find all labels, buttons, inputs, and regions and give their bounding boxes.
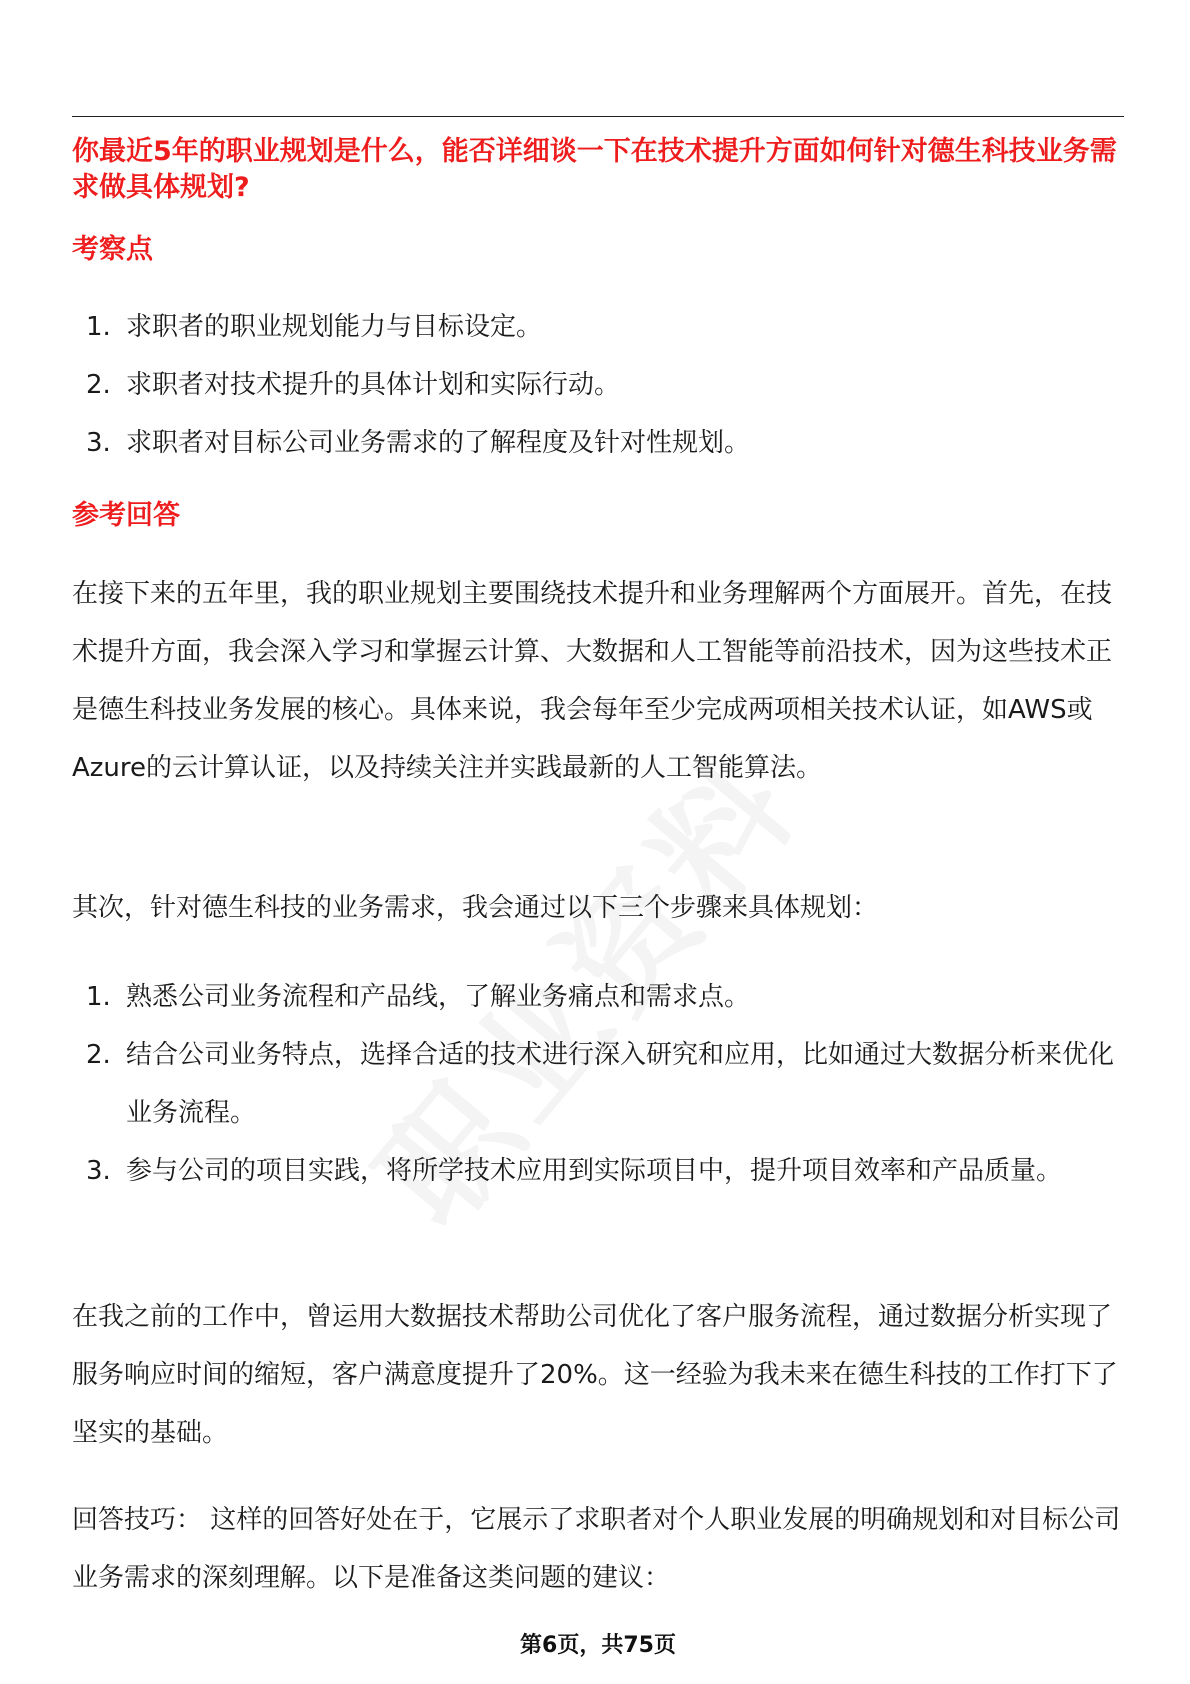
list-item: [72, 1026, 1124, 1142]
section-heading-answer: 参考回答: [72, 500, 180, 531]
list-item: [72, 356, 1124, 414]
list-item: [72, 414, 1124, 472]
list-item-text: 求职者对技术提升的具体计划和实际行动。: [126, 370, 621, 400]
list-item-text: 结合公司业务特点，选择合适的技术进行深入研究和应用，比如通过大数据分析来优化业务流程。: [126, 1040, 1115, 1128]
list-number: 3.: [86, 1156, 111, 1186]
points-list: [72, 298, 1124, 472]
page-number: 第6页，共75页: [520, 1633, 676, 1658]
answer-paragraph-2: 其次，针对德生科技的业务需求，我会通过以下三个步骤来具体规划：: [72, 893, 879, 923]
list-item-text: 参与公司的项目实践，将所学技术应用到实际项目中，提升项目效率和产品质量。: [126, 1156, 1063, 1186]
list-item: [72, 1142, 1124, 1200]
answer-paragraph-3: 在我之前的工作中，曾运用大数据技术帮助公司优化了客户服务流程，通过数据分析实现了服务响应时间的缩短，客户满意度提升了20%。这一经验为我未来在德生科技的工作打下了坚实的基础。: [72, 1302, 1118, 1448]
document-page: [72, 0, 1124, 1684]
list-number: 2.: [86, 370, 111, 400]
section-heading-points: 考察点: [72, 234, 153, 265]
top-divider: [72, 116, 1124, 117]
list-number: 1.: [86, 982, 111, 1012]
list-number: 1.: [86, 312, 111, 342]
list-number: 2.: [86, 1040, 111, 1070]
list-item: [72, 968, 1124, 1026]
list-item: [72, 298, 1124, 356]
steps-list: [72, 968, 1124, 1200]
question-title: 你最近5年的职业规划是什么，能否详细谈一下在技术提升方面如何针对德生科技业务需求做具体规划?: [72, 136, 1117, 203]
answer-tips-paragraph: 回答技巧： 这样的回答好处在于，它展示了求职者对个人职业发展的明确规划和对目标公司业务需求的深刻理解。以下是准备这类问题的建议：: [72, 1505, 1121, 1593]
list-item-text: 求职者的职业规划能力与目标设定。: [126, 312, 543, 342]
answer-paragraph-1: 在接下来的五年里，我的职业规划主要围绕技术提升和业务理解两个方面展开。首先，在技术提升方面，我会深入学习和掌握云计算、大数据和人工智能等前沿技术，因为这些技术正是德生科技业务发展的核心。具体来说，我会每年至少完成两项相关技术认证，如AWS或Azure的云计算认证，以及持续关注并实践最新的人工智能算法。: [72, 579, 1113, 783]
list-item-text: 熟悉公司业务流程和产品线，了解业务痛点和需求点。: [126, 982, 751, 1012]
list-number: 3.: [86, 428, 111, 458]
list-item-text: 求职者对目标公司业务需求的了解程度及针对性规划。: [126, 428, 751, 458]
